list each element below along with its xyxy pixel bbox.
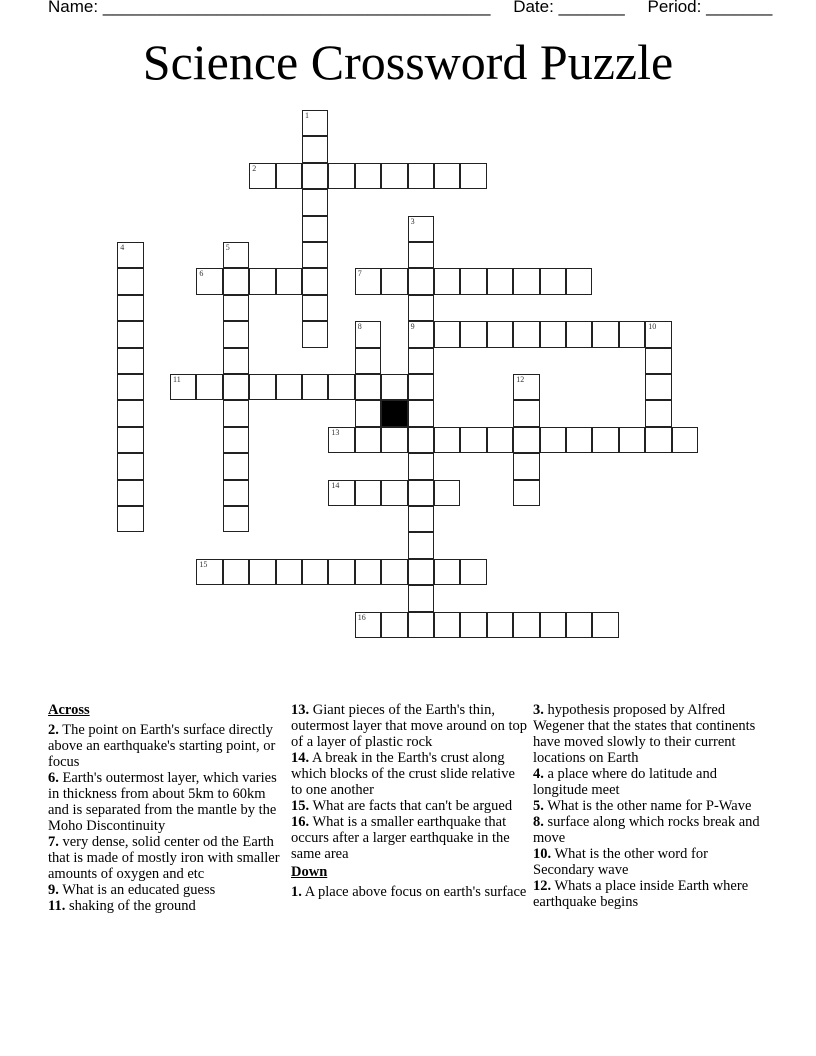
clue-down-4 bbox=[533, 766, 769, 798]
grid-cell[interactable] bbox=[513, 612, 539, 638]
grid-cell[interactable] bbox=[355, 374, 381, 400]
clue-across-7 bbox=[48, 834, 284, 882]
grid-cell[interactable] bbox=[592, 427, 618, 453]
period-field[interactable] bbox=[647, 0, 772, 17]
grid-cell[interactable] bbox=[513, 480, 539, 506]
grid-cell[interactable] bbox=[117, 480, 143, 506]
grid-cell[interactable] bbox=[408, 480, 434, 506]
grid-cell[interactable] bbox=[196, 559, 222, 585]
clue-number: 6 bbox=[199, 269, 204, 279]
grid-cell[interactable] bbox=[408, 532, 434, 558]
clue-text: What are facts that can't be argued bbox=[309, 798, 513, 814]
grid-cell[interactable] bbox=[408, 163, 434, 189]
grid-cell[interactable] bbox=[540, 321, 566, 347]
clue-text: What is the other name for P-Wave bbox=[543, 798, 752, 814]
grid-cell[interactable] bbox=[487, 321, 513, 347]
grid-cell[interactable] bbox=[540, 612, 566, 638]
grid-cell[interactable] bbox=[249, 163, 275, 189]
clue-text: shaking of the ground bbox=[65, 898, 196, 914]
clue-text: very dense, solid center od the Earth that is made of mostly iron with smaller amounts of oxygen and etc bbox=[48, 834, 280, 882]
grid-cell[interactable] bbox=[328, 559, 354, 585]
grid-cell[interactable] bbox=[513, 374, 539, 400]
clue-number-label: 3. bbox=[533, 702, 544, 718]
clue-text: surface along which rocks break and move bbox=[533, 814, 760, 846]
grid-cell[interactable] bbox=[540, 427, 566, 453]
grid-cell[interactable] bbox=[619, 427, 645, 453]
clue-number: 13 bbox=[331, 427, 340, 437]
grid-cell[interactable] bbox=[223, 427, 249, 453]
grid-cell[interactable] bbox=[408, 321, 434, 347]
clue-number: 14 bbox=[331, 480, 340, 490]
grid-cell[interactable] bbox=[381, 480, 407, 506]
clue-down-8 bbox=[533, 814, 769, 846]
grid-cell[interactable] bbox=[381, 559, 407, 585]
clue-across-15 bbox=[291, 798, 527, 814]
grid-cell[interactable] bbox=[513, 427, 539, 453]
grid-cell[interactable] bbox=[513, 268, 539, 294]
grid-cell[interactable] bbox=[645, 374, 671, 400]
grid-cell[interactable] bbox=[408, 268, 434, 294]
clue-text: What is the other word for Secondary wave bbox=[533, 846, 708, 878]
grid-cell[interactable] bbox=[381, 374, 407, 400]
grid-cell[interactable] bbox=[540, 268, 566, 294]
name-label: Name: bbox=[48, 0, 99, 16]
grid-cell[interactable] bbox=[302, 242, 328, 268]
grid-cell[interactable] bbox=[434, 427, 460, 453]
clue-number-label: 5. bbox=[533, 798, 544, 814]
grid-cell[interactable] bbox=[302, 110, 328, 136]
clue-text: Whats a place inside Earth where earthquake begins bbox=[533, 878, 749, 910]
grid-cell[interactable] bbox=[117, 453, 143, 479]
clue-down-3 bbox=[533, 702, 769, 766]
grid-cell[interactable] bbox=[117, 348, 143, 374]
crossword-grid bbox=[117, 110, 698, 638]
grid-cell[interactable] bbox=[566, 268, 592, 294]
grid-cell[interactable] bbox=[117, 321, 143, 347]
clue-number: 5 bbox=[225, 243, 230, 252]
clue-number: 15 bbox=[199, 559, 208, 569]
clues-column-3 bbox=[533, 702, 769, 910]
grid-cell[interactable] bbox=[276, 559, 302, 585]
grid-cell[interactable] bbox=[408, 295, 434, 321]
grid-cell[interactable] bbox=[381, 268, 407, 294]
grid-cell[interactable] bbox=[408, 242, 434, 268]
clue-down-12 bbox=[533, 878, 769, 910]
grid-cell[interactable] bbox=[355, 427, 381, 453]
grid-cell[interactable] bbox=[434, 321, 460, 347]
grid-cell[interactable] bbox=[408, 612, 434, 638]
clue-number-label: 8. bbox=[533, 814, 544, 830]
clue-across-6 bbox=[48, 770, 284, 834]
clue-number: 16 bbox=[357, 612, 366, 622]
clue-text: Earth's outermost layer, which varies in thickness from about 5km to 60km and is separated from the mantle by the Moho Discontinuity bbox=[48, 770, 277, 834]
grid-cell[interactable] bbox=[196, 374, 222, 400]
clue-across-11 bbox=[48, 898, 284, 914]
date-field[interactable] bbox=[513, 0, 625, 17]
clue-number: 9 bbox=[410, 322, 415, 332]
grid-cell[interactable] bbox=[302, 268, 328, 294]
clue-number-label: 15. bbox=[291, 798, 310, 814]
grid-cell[interactable] bbox=[487, 612, 513, 638]
grid-cell[interactable] bbox=[249, 268, 275, 294]
grid-cell[interactable] bbox=[117, 295, 143, 321]
clue-number-label: 2. bbox=[48, 722, 59, 738]
grid-cell[interactable] bbox=[355, 321, 381, 347]
grid-cell[interactable] bbox=[592, 612, 618, 638]
grid-cell[interactable] bbox=[592, 321, 618, 347]
grid-cell[interactable] bbox=[117, 506, 143, 532]
grid-cell[interactable] bbox=[566, 612, 592, 638]
clue-number-label: 9. bbox=[48, 882, 59, 898]
grid-cell[interactable] bbox=[355, 348, 381, 374]
clue-number: 8 bbox=[357, 322, 362, 332]
grid-cell[interactable] bbox=[302, 189, 328, 215]
clue-text: a place where do latitude and longitude meet bbox=[533, 766, 717, 798]
clue-number-label: 10. bbox=[533, 846, 552, 862]
clue-across-2 bbox=[48, 722, 284, 770]
grid-cell[interactable] bbox=[302, 216, 328, 242]
grid-cell[interactable] bbox=[513, 453, 539, 479]
grid-cell[interactable] bbox=[223, 321, 249, 347]
clue-number: 12 bbox=[516, 375, 525, 384]
clue-number-label: 4. bbox=[533, 766, 544, 782]
grid-cell[interactable] bbox=[355, 163, 381, 189]
grid-cell[interactable] bbox=[513, 400, 539, 426]
clue-down-10 bbox=[533, 846, 769, 878]
period-label: Period: bbox=[647, 0, 702, 16]
clue-number: 2 bbox=[252, 163, 257, 173]
grid-cell[interactable] bbox=[487, 427, 513, 453]
grid-cell[interactable] bbox=[117, 427, 143, 453]
grid-cell[interactable] bbox=[645, 321, 671, 347]
grid-cell[interactable] bbox=[223, 295, 249, 321]
grid-cell[interactable] bbox=[672, 427, 698, 453]
clue-across-14 bbox=[291, 750, 527, 798]
grid-cell[interactable] bbox=[223, 559, 249, 585]
grid-cell[interactable] bbox=[408, 585, 434, 611]
grid-cell[interactable] bbox=[302, 374, 328, 400]
clue-number: 10 bbox=[648, 322, 657, 332]
grid-cell[interactable] bbox=[460, 321, 486, 347]
grid-cell[interactable] bbox=[302, 321, 328, 347]
across-heading: Across bbox=[48, 702, 90, 718]
clue-across-13 bbox=[291, 702, 527, 750]
clue-down-1 bbox=[291, 884, 527, 900]
grid-cell[interactable] bbox=[223, 400, 249, 426]
clue-across-9 bbox=[48, 882, 284, 898]
grid-cell[interactable] bbox=[408, 427, 434, 453]
clue-number: 11 bbox=[172, 375, 181, 384]
grid-cell[interactable] bbox=[381, 163, 407, 189]
grid-cell[interactable] bbox=[408, 559, 434, 585]
clue-across-16 bbox=[291, 814, 527, 862]
grid-cell[interactable] bbox=[223, 506, 249, 532]
grid-cell[interactable] bbox=[328, 163, 354, 189]
clue-number-label: 12. bbox=[533, 878, 552, 894]
grid-cell[interactable] bbox=[302, 559, 328, 585]
name-blank-line: _________________________________________ bbox=[102, 0, 491, 16]
clue-number-label: 11. bbox=[48, 898, 66, 914]
grid-cell[interactable] bbox=[408, 374, 434, 400]
blocked-cell bbox=[381, 400, 407, 426]
grid-cell[interactable] bbox=[117, 374, 143, 400]
grid-cell[interactable] bbox=[170, 374, 196, 400]
name-field[interactable] bbox=[48, 0, 490, 17]
clue-number: 3 bbox=[410, 216, 415, 226]
clue-number: 4 bbox=[120, 243, 125, 252]
grid-cell[interactable] bbox=[513, 321, 539, 347]
grid-cell[interactable] bbox=[487, 268, 513, 294]
clue-text: A break in the Earth's crust along which blocks of the crust slide relative to one another bbox=[291, 750, 515, 798]
grid-cell[interactable] bbox=[117, 242, 143, 268]
clue-number-label: 1. bbox=[291, 884, 302, 900]
clue-number-label: 13. bbox=[291, 702, 310, 718]
grid-cell[interactable] bbox=[196, 268, 222, 294]
clue-number-label: 16. bbox=[291, 814, 310, 830]
down-heading: Down bbox=[291, 864, 328, 880]
grid-cell[interactable] bbox=[355, 612, 381, 638]
grid-cell[interactable] bbox=[434, 480, 460, 506]
grid-cell[interactable] bbox=[302, 163, 328, 189]
grid-cell[interactable] bbox=[276, 163, 302, 189]
period-blank-line: _______ bbox=[706, 0, 773, 16]
grid-cell[interactable] bbox=[355, 480, 381, 506]
clues-column-1 bbox=[48, 702, 284, 914]
clues-column-2 bbox=[291, 702, 527, 900]
grid-cell[interactable] bbox=[223, 242, 249, 268]
clue-number-label: 6. bbox=[48, 770, 59, 786]
grid-cell[interactable] bbox=[434, 612, 460, 638]
grid-cell[interactable] bbox=[249, 559, 275, 585]
grid-cell[interactable] bbox=[223, 453, 249, 479]
clue-text: A place above focus on earth's surface bbox=[301, 884, 527, 900]
grid-cell[interactable] bbox=[381, 612, 407, 638]
clue-text: The point on Earth's surface directly above an earthquake's starting point, or focus bbox=[48, 722, 276, 770]
grid-cell[interactable] bbox=[223, 268, 249, 294]
grid-cell[interactable] bbox=[117, 268, 143, 294]
grid-cell[interactable] bbox=[302, 136, 328, 162]
clue-number-label: 14. bbox=[291, 750, 310, 766]
clue-text: What is an educated guess bbox=[58, 882, 216, 898]
grid-cell[interactable] bbox=[276, 268, 302, 294]
grid-cell[interactable] bbox=[645, 427, 671, 453]
student-info-header bbox=[48, 0, 790, 17]
grid-cell[interactable] bbox=[460, 559, 486, 585]
grid-cell[interactable] bbox=[434, 163, 460, 189]
date-blank-line: _______ bbox=[558, 0, 625, 16]
grid-cell[interactable] bbox=[223, 348, 249, 374]
clue-text: What is a smaller earthquake that occurs after a larger earthquake in the same area bbox=[291, 814, 510, 862]
clue-text: Giant pieces of the Earth's thin, outermost layer that move around on top of a layer of plastic rock bbox=[291, 702, 527, 750]
grid-cell[interactable] bbox=[117, 400, 143, 426]
grid-cell[interactable] bbox=[408, 506, 434, 532]
grid-cell[interactable] bbox=[302, 295, 328, 321]
grid-cell[interactable] bbox=[645, 400, 671, 426]
grid-cell[interactable] bbox=[249, 374, 275, 400]
grid-cell[interactable] bbox=[460, 612, 486, 638]
grid-cell[interactable] bbox=[328, 374, 354, 400]
clue-number: 1 bbox=[304, 111, 309, 120]
grid-cell[interactable] bbox=[460, 163, 486, 189]
grid-cell[interactable] bbox=[381, 427, 407, 453]
grid-cell[interactable] bbox=[619, 321, 645, 347]
grid-cell[interactable] bbox=[434, 559, 460, 585]
grid-cell[interactable] bbox=[408, 400, 434, 426]
grid-cell[interactable] bbox=[328, 480, 354, 506]
grid-cell[interactable] bbox=[566, 321, 592, 347]
grid-cell[interactable] bbox=[566, 427, 592, 453]
grid-cell[interactable] bbox=[408, 216, 434, 242]
page-title: Science Crossword Puzzle bbox=[142, 34, 674, 90]
grid-cell[interactable] bbox=[355, 559, 381, 585]
grid-cell[interactable] bbox=[645, 348, 671, 374]
grid-cell[interactable] bbox=[355, 268, 381, 294]
clue-text: hypothesis proposed by Alfred Wegener that the states that continents have moved slowly to their current locations on Earth bbox=[533, 702, 756, 766]
clue-number-label: 7. bbox=[48, 834, 59, 850]
grid-cell[interactable] bbox=[276, 374, 302, 400]
grid-cell[interactable] bbox=[460, 268, 486, 294]
grid-cell[interactable] bbox=[355, 400, 381, 426]
grid-cell[interactable] bbox=[223, 480, 249, 506]
grid-cell[interactable] bbox=[434, 268, 460, 294]
grid-cell[interactable] bbox=[408, 348, 434, 374]
grid-cell[interactable] bbox=[328, 427, 354, 453]
grid-cell[interactable] bbox=[408, 453, 434, 479]
date-label: Date: bbox=[513, 0, 554, 16]
clue-number: 7 bbox=[357, 269, 362, 279]
clue-down-5 bbox=[533, 798, 769, 814]
grid-cell[interactable] bbox=[223, 374, 249, 400]
grid-cell[interactable] bbox=[460, 427, 486, 453]
